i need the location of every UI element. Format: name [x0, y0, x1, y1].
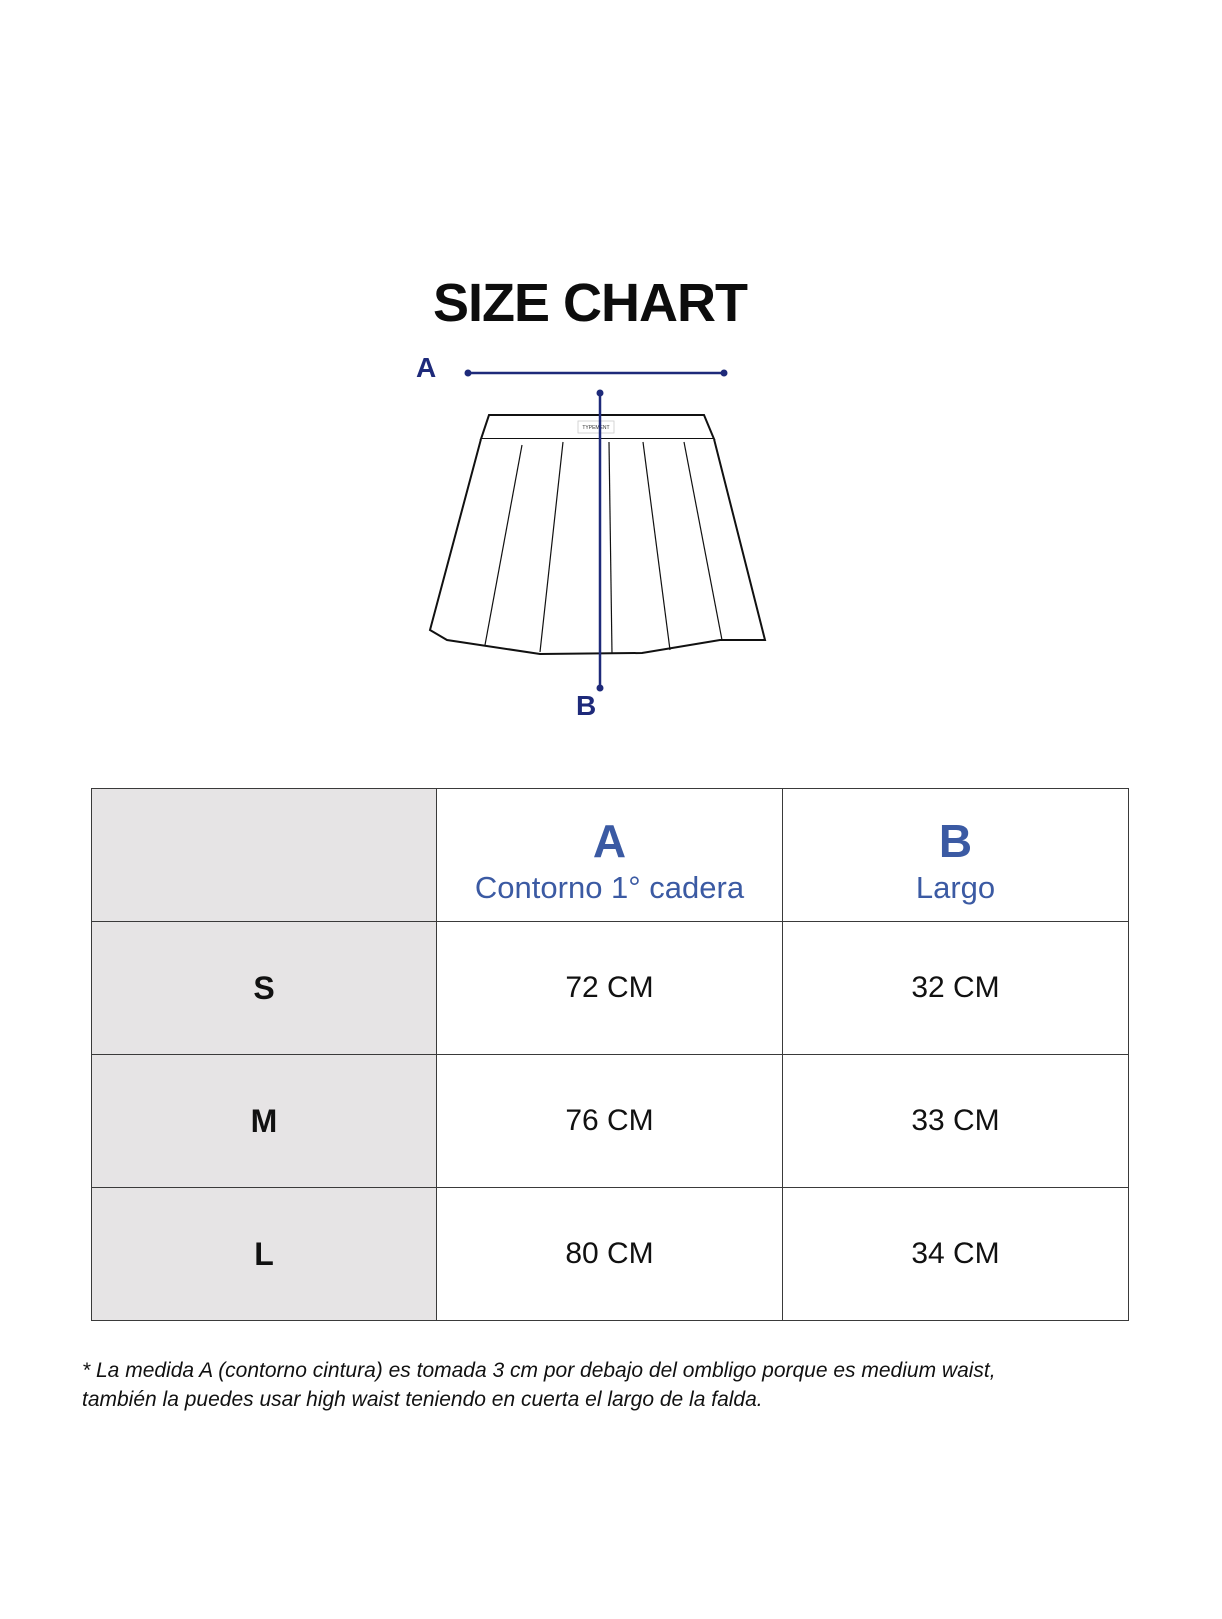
- column-b-label: Largo: [915, 870, 996, 905]
- value-a: 76 CM: [437, 1055, 783, 1188]
- skirt-diagram: [0, 0, 1222, 760]
- column-a-letter: A: [592, 815, 627, 867]
- column-b-letter: B: [938, 815, 973, 867]
- size-label: M: [92, 1055, 437, 1188]
- value-b: 34 CM: [783, 1188, 1129, 1321]
- value-a: 80 CM: [437, 1188, 783, 1321]
- diagram-label-b: B: [576, 690, 597, 721]
- table-corner-cell: [92, 789, 437, 922]
- footnote-line-1: * La medida A (contorno cintura) es tomada 3 cm por debajo del ombligo porque es medium waist,: [82, 1359, 996, 1382]
- measure-line-a: [465, 370, 728, 377]
- table-header-row: [92, 789, 1129, 922]
- table-row: [92, 1055, 1129, 1188]
- column-header-a: [437, 789, 783, 922]
- size-table: [91, 788, 1129, 1321]
- value-a: 72 CM: [437, 922, 783, 1055]
- footnote: [82, 1356, 1162, 1414]
- value-b: 32 CM: [783, 922, 1129, 1055]
- size-label: L: [92, 1188, 437, 1321]
- diagram-label-a: A: [416, 352, 437, 383]
- brand-tag-text: TYPEMENT: [582, 425, 610, 431]
- skirt-outline: [430, 415, 765, 654]
- footnote-line-2: también la puedes usar high waist teniendo en cuerta el largo de la falda.: [82, 1388, 763, 1411]
- table-row: [92, 1188, 1129, 1321]
- table-row: [92, 922, 1129, 1055]
- value-b: 33 CM: [783, 1055, 1129, 1188]
- column-header-b: [783, 789, 1129, 922]
- column-a-label: Contorno 1° cadera: [474, 870, 745, 905]
- page-title: SIZE CHART: [433, 273, 747, 333]
- size-label: S: [92, 922, 437, 1055]
